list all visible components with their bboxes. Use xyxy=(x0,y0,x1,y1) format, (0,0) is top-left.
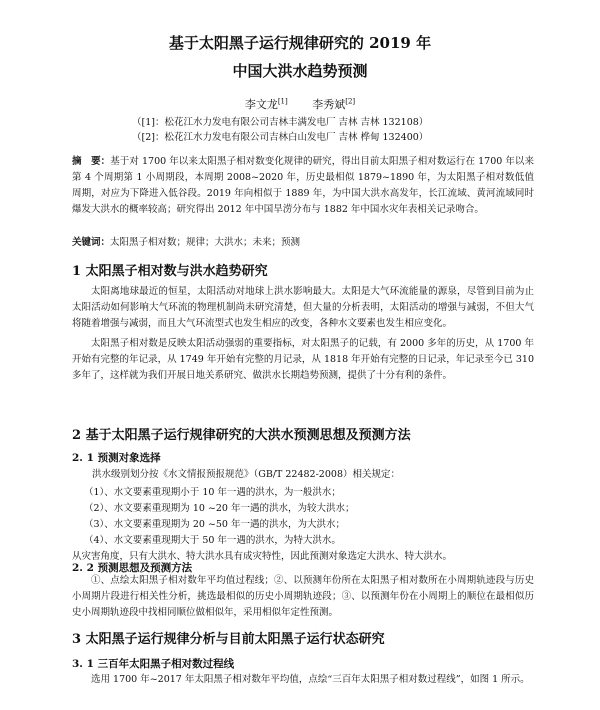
abstract-text: 基于对 1700 年以来太阳黑子相对数变化规律的研究，得出目前太阳黑子相对数运行在 1700 年以来第 4 个周期第 1 小周期段，本周期 2008~2020 年，历史最相似 1879~1890 年，为太阳黑子相对数低值周期，对应为下降进入低谷段。2019 年向相似于 1889 年，为中国大洪水高发年，长江流域、黄河流域同时爆发大洪水的概率较高；研究得出 2012 年中国旱涝分布与 1882 年中国水灾年表相关记录吻合。 xyxy=(72,156,534,215)
section-1-heading: 1 太阳黑子相对数与洪水趋势研究 xyxy=(72,264,268,279)
title-line-1: 基于太阳黑子运行规律研究的 2019 年 xyxy=(168,34,432,52)
keywords xyxy=(72,234,534,248)
flood-level-item: （1）、水文要素重现期小于 10 年一遇的洪水，为一般洪水； xyxy=(84,487,341,498)
section-2-1-heading: 2. 1 预测对象选择 xyxy=(72,452,161,464)
section-2-2-text: ①、点绘太阳黑子相对数年平均值过程线；②、以预测年份所在太阳黑子相对数所在小周期轨迹段与历史小周期片段进行相关性分析，挑选最相似的历史小周期轨迹段；③、以预测年份在小周期上的顺位在最相似历史小周期轨迹段中找相同顺位做相似年，采用相似年定性预测。 xyxy=(72,575,534,618)
keywords-label: 关键词： xyxy=(72,237,111,248)
section-3-1-text: 选用 1700 年~2017 年太阳黑子相对数年平均值，点绘“三百年太阳黑子相对数过程线”，如图 1 所示。 xyxy=(91,674,530,685)
flood-level-item: （2）、水文要素重现期为 10 ~20 年一遇的洪水，为较大洪水； xyxy=(84,503,355,514)
flood-level-item: （3）、水文要素重现期为 20 ~50 年一遇的洪水，为大洪水； xyxy=(84,519,345,530)
section-1-paragraph-2: 太阳黑子相对数是反映太阳活动强弱的重要指标，对太阳黑子的记载，有 2000 多年的历史，从 1700 年开始有完整的年记录，从 1749 年开始有完整的月记录，从 1818 年开始有完整的日记录，年记录至今已 310 多年了，这样就为我们开展日地关系研究、做洪水长期趋势预测，提供了十分有利的条件。 xyxy=(72,338,534,381)
flood-level-item: （4）、水文要素重现期大于 50 年一遇的洪水，为特大洪水。 xyxy=(84,535,341,546)
title-line-2: 中国大洪水趋势预测 xyxy=(232,62,368,80)
author-line xyxy=(0,96,600,112)
section-3-heading: 3 太阳黑子运行规律分析与目前太阳黑子运行状态研究 xyxy=(72,632,385,647)
affiliation-2: （[2]：松花江水力发电有限公司吉林白山发电厂 吉林 桦甸 132400） xyxy=(132,132,429,143)
section-3-1-heading: 3. 1 三百年太阳黑子相对数过程线 xyxy=(72,658,235,670)
section-2-heading: 2 基于太阳黑子运行规律研究的大洪水预测思想及预测方法 xyxy=(72,428,411,443)
author-1-ref: [1] xyxy=(277,97,288,106)
affiliation-1: （[1]：松花江水力发电有限公司吉林丰满发电厂 吉林 吉林 132108） xyxy=(132,117,429,128)
author-2-ref: [2] xyxy=(345,97,356,106)
abstract-label: 摘 要： xyxy=(72,156,111,167)
section-2-1-intro: 洪水级别划分按《水文情报预报规范》（GB/T 22482-2008）相关规定： xyxy=(92,469,400,480)
section-1-paragraph-1: 太阳离地球最近的恒星，太阳活动对地球上洪水影响最大。太阳是大气环流能量的源泉，尽管到目前为止太阳活动如何影响大气环流的物理机制尚未研究清楚，但大量的分析表明，太阳活动的增强与减弱，不但大气将随着增强与减弱，而且大气环流型式也发生相应的改变，各种水文要素也发生相应变化。 xyxy=(72,286,534,329)
section-2-1-conclusion: 从灾害角度，只有大洪水、特大洪水具有成灾特性，因此预测对象选定大洪水、特大洪水。 xyxy=(72,551,453,562)
author-2: 李秀斌 xyxy=(312,98,346,111)
author-1: 李文龙 xyxy=(244,98,278,111)
abstract xyxy=(72,154,534,218)
section-2-2-heading: 2. 2 预测思想及预测方法 xyxy=(72,562,193,574)
keywords-text: 太阳黑子相对数；规律；大洪水；未来；预测 xyxy=(110,237,301,248)
